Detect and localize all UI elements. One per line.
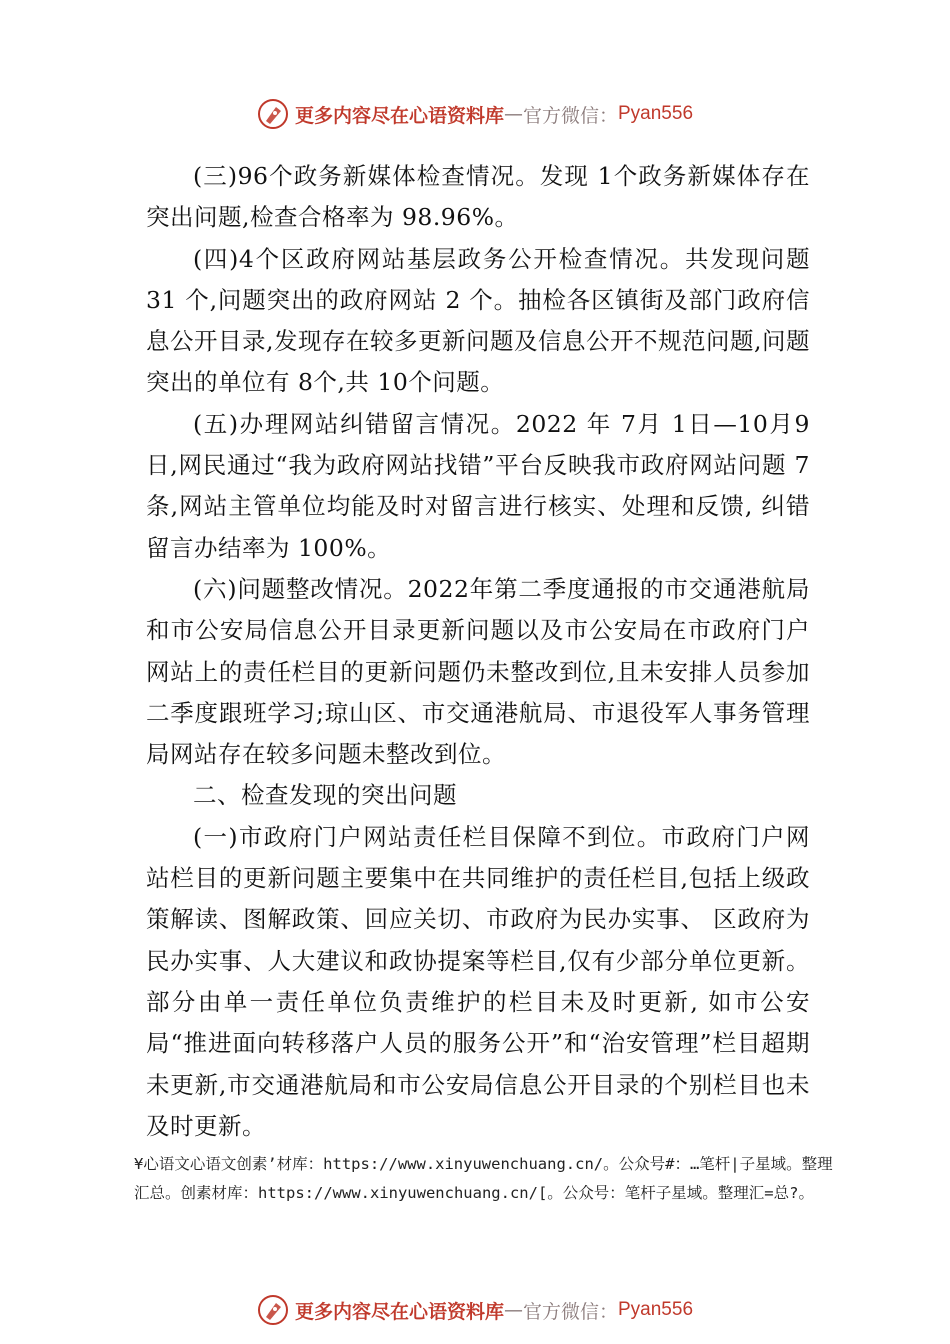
- banner-wechat-id: Pyan556: [618, 1299, 694, 1320]
- header-banner: [0, 94, 950, 134]
- banner-title: 更多内容尽在心语资料库: [294, 1300, 504, 1323]
- banner-wechat-id: Pyan556: [618, 103, 694, 124]
- paragraph-new-media-check: (三)96个政务新媒体检查情况。发现 1个政务新媒体存在突出问题,检查合格率为 98.96%。: [146, 162, 810, 232]
- paragraph-rectification: (六)问题整改情况。2022年第二季度通报的市交通港航局和市公安局信息公开目录更新问题以及市公安局在市政府门户网站上的责任栏目的更新问题仍未整改到位,且未安排人员参加二季度跟班学习;琼山区、市交通港航局、市退役军人事务管理局网站存在较多问题未整改到位。: [146, 574, 810, 769]
- pen-nib-logo-icon: [257, 1294, 289, 1326]
- paragraph-district-websites: (四)4个区政府网站基层政务公开检查情况。共发现问题31 个,问题突出的政府网站 2 个。抽检各区镇街及部门政府信息公开目录,发现存在较多更新问题及信息公开不规范问题,问题突出的单位有 8个,共 10个问题。: [146, 244, 810, 397]
- footnote-source: ¥心语文心语文创素’材库：https://www.xinyuwenchuang.cn/。公众号#：…笔杆|子星域。整理汇总。创素材库：https://www.xinyuwenchuang.cn/[。公众号：笔杆子星域。整理汇=总?。: [134, 1155, 833, 1202]
- banner-title: 更多内容尽在心语资料库: [294, 104, 504, 127]
- banner-dash: —: [503, 103, 523, 125]
- paragraph-error-messages: (五)办理网站纠错留言情况。2022 年 7月 1日—10月9日,网民通过“我为政府网站找错”平台反映我市政府网站问题 7条,网站主管单位均能及时对留言进行核实、处理和反馈, 纠错留言办结率为 100%。: [146, 409, 810, 562]
- banner-wechat-label: 官方微信：: [522, 1300, 618, 1323]
- footer-banner: [0, 1290, 950, 1330]
- banner-wechat-label: 官方微信：: [522, 104, 618, 127]
- pen-nib-logo-icon: [257, 98, 289, 130]
- banner-dash: —: [503, 1299, 523, 1321]
- section-heading: 二、检查发现的突出问题: [193, 781, 457, 810]
- paragraph-portal-columns: (一)市政府门户网站责任栏目保障不到位。市政府门户网站栏目的更新问题主要集中在共同维护的责任栏目,包括上级政策解读、图解政策、回应关切、市政府为民办实事、 区政府为民办实事、人大建议和政协提案等栏目,仅有少部分单位更新。部分由单一责任单位负责维护的栏目未及时更新, 如市公安局“推进面向转移落户人员的服务公开”和“治安管理”栏目超期未更新,市交通港航局和市公安局信息公开目录的个别栏目也未及时更新。: [146, 822, 810, 1140]
- document-body: [146, 156, 810, 1147]
